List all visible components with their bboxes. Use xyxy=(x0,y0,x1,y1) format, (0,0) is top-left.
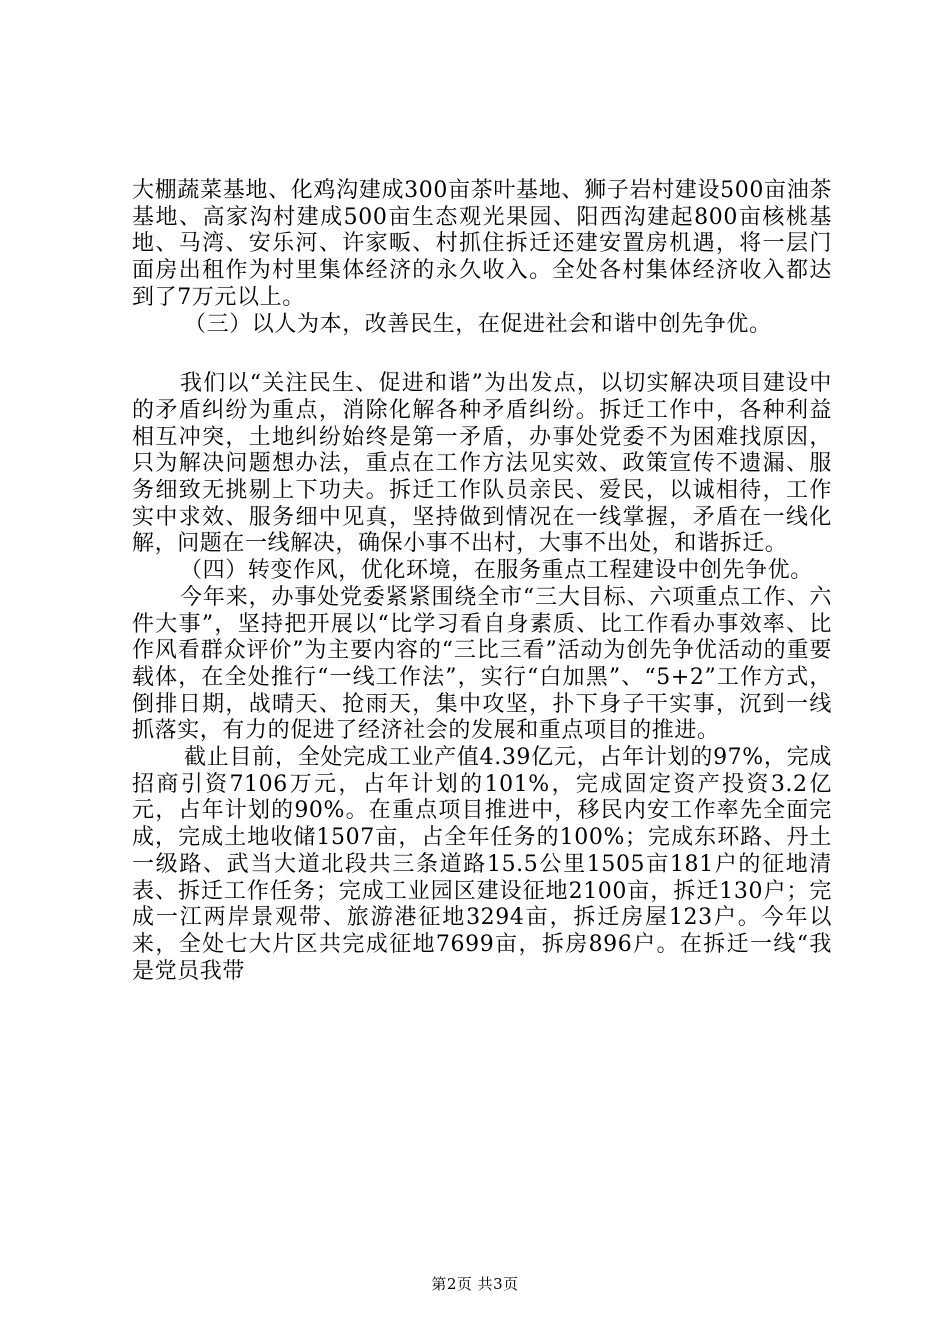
paragraph-harmony: 我们以“关注民生、促进和谐”为出发点，以切实解决项目建设中的矛盾纠纷为重点，消除化解各种矛盾纠纷。拆迁工作中，各种利益相互冲突，土地纠纷始终是第一矛盾，办事处党委不为困难找原因，只为解决问题想办法，重点在工作方法见实效、政策宣传不遗漏、服务细致无挑剔上下功夫。拆迁工作队员亲民、爱民，以诚相待，工作实中求效、服务细中见真，坚持做到情况在一线掌握，矛盾在一线化解，问题在一线解决，确保小事不出村，大事不出处，和谐拆迁。 xyxy=(132,371,832,557)
paragraph-continuation: 大棚蔬菜基地、化鸡沟建成300亩茶叶基地、狮子岩村建设500亩油茶基地、高家沟村建成500亩生态观光果园、阳西沟建起800亩核桃基地、马湾、安乐河、许家畈、村抓住拆迁还建安置房机遇，将一层门面房出租作为村里集体经济的永久收入。全处各村集体经济收入都达到了7万元以上。 xyxy=(132,178,832,310)
paragraph-work-style: 今年来，办事处党委紧紧围绕全市“三大目标、六项重点工作、六件大事”，坚持把开展以“比学习看自身素质、比工作看办事效率、比作风看群众评价”为主要内容的“三比三看”活动为创先争优活动的重要载体，在全处推行“一线工作法”，实行“白加黑”、“5+2”工作方式，倒排日期，战晴天、抢雨天，集中攻坚，扑下身子干实事，沉到一线抓落实，有力的促进了经济社会的发展和重点项目的推进。 xyxy=(132,584,832,744)
section-heading-3: （三）以人为本，改善民生，在促进社会和谐中创先争优。 xyxy=(184,311,772,337)
page-footer: 第2页 共3页 xyxy=(431,1275,519,1293)
section-heading-4: （四）转变作风，优化环境，在服务重点工程建设中创先争优。 xyxy=(180,558,813,584)
document-body xyxy=(132,178,832,985)
paragraph-statistics: 截止目前，全处完成工业产值4.39亿元，占年计划的97%，完成招商引资7106万元，占年计划的101%，完成固定资产投资3.2亿元，占年计划的90%。在重点项目推进中，移民内安工作率先全面完成，完成土地收储1507亩，占全年任务的100%；完成东环路、丹土一级路、武当大道北段共三条道路15.5公里1505亩181户的征地清表、拆迁工作任务；完成工业园区建设征地2100亩，拆迁130户；完成一江两岸景观带、旅游港征地3294亩，拆迁房屋123户。今年以来，全处七大片区共完成征地7699亩，拆房896户。在拆迁一线“我是党员我带 xyxy=(132,745,832,984)
